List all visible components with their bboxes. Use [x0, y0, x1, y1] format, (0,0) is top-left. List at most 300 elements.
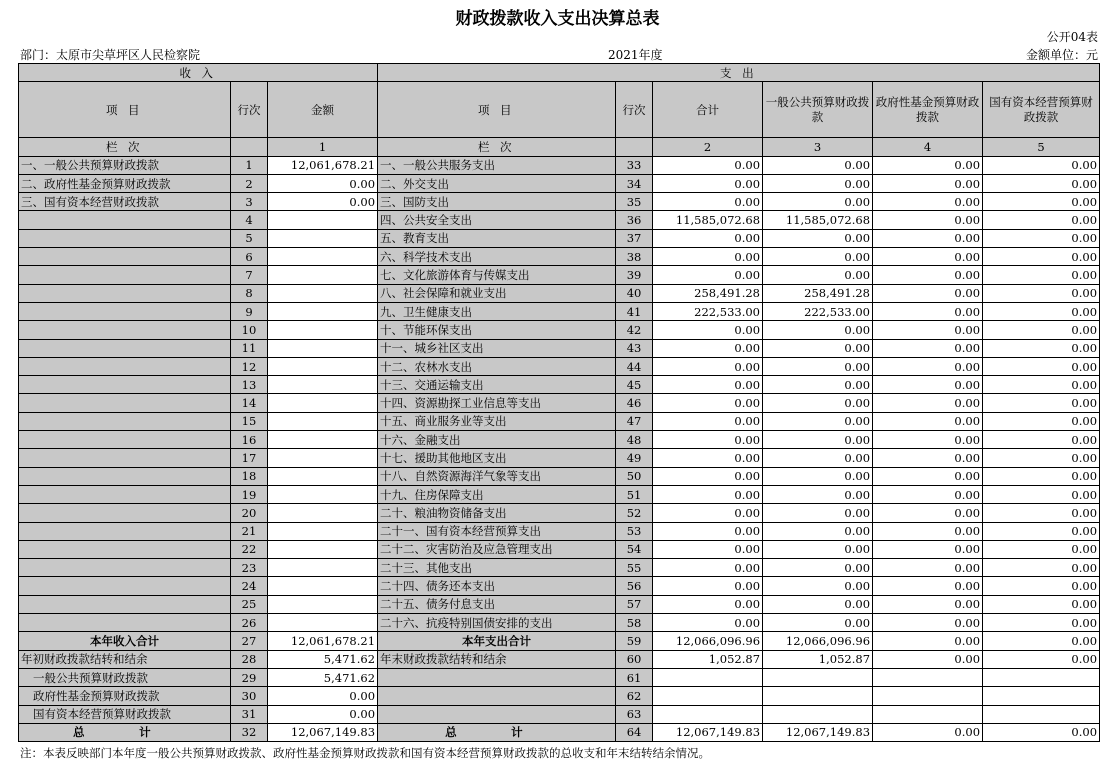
expense-general-cell: 0.00 [763, 376, 873, 394]
expense-state-cell: 0.00 [983, 193, 1100, 211]
expense-fund-cell: 0.00 [873, 156, 983, 174]
expense-line-cell: 39 [616, 266, 653, 284]
income-item-cell [19, 211, 231, 229]
general-budget-header: 一般公共预算财政拨款 [763, 82, 873, 138]
income-total-label: 本年收入合计 [19, 632, 231, 650]
expense-total-cell: 0.00 [653, 339, 763, 357]
expense-general-cell: 0.00 [763, 559, 873, 577]
expense-total-cell: 0.00 [653, 577, 763, 595]
expense-total-fund: 0.00 [873, 632, 983, 650]
income-line-cell: 23 [231, 559, 268, 577]
expense-total-cell: 0.00 [653, 504, 763, 522]
table-row [19, 248, 1100, 266]
expense-general-cell: 0.00 [763, 174, 873, 192]
table-row [19, 467, 1100, 485]
page-title: 财政拨款收入支出决算总表 [455, 9, 660, 29]
income-amount-cell [268, 339, 378, 357]
expense-line-cell: 49 [616, 449, 653, 467]
income-amount-cell [268, 229, 378, 247]
income-line-cell: 14 [231, 394, 268, 412]
expense-item-cell: 十三、交通运输支出 [378, 376, 616, 394]
empty-cell [378, 687, 616, 705]
income-item-header: 项 目 [19, 82, 231, 138]
income-item-cell [19, 467, 231, 485]
income-section-header: 收 入 [19, 64, 378, 82]
expense-general-cell: 11,585,072.68 [763, 211, 873, 229]
expense-item-cell: 九、卫生健康支出 [378, 302, 616, 320]
income-line-cell: 2 [231, 174, 268, 192]
expense-fund-cell: 0.00 [873, 248, 983, 266]
table-row [19, 449, 1100, 467]
expense-general-cell: 0.00 [763, 321, 873, 339]
income-sub2-label: 政府性基金预算财政拨款 [19, 687, 231, 705]
empty-cell [653, 687, 763, 705]
carryover-sub-row [19, 668, 1100, 686]
empty-cell [616, 138, 653, 156]
expense-item-cell: 六、科学技术支出 [378, 248, 616, 266]
table-row [19, 266, 1100, 284]
expense-total-cell: 0.00 [653, 449, 763, 467]
table-row [19, 485, 1100, 503]
col-index-5: 5 [983, 138, 1100, 156]
income-line-header: 行次 [231, 82, 268, 138]
expense-fund-cell: 0.00 [873, 302, 983, 320]
income-carry-label: 年初财政拨款结转和结余 [19, 650, 231, 668]
income-item-cell [19, 522, 231, 540]
unit-label: 金额单位：元 [1025, 48, 1098, 62]
expense-line-cell: 48 [616, 431, 653, 449]
table-row [19, 284, 1100, 302]
expense-item-cell: 二十五、债务付息支出 [378, 595, 616, 613]
expense-general-cell: 0.00 [763, 614, 873, 632]
empty-cell [983, 687, 1100, 705]
income-amount-cell [268, 412, 378, 430]
income-amount-cell [268, 449, 378, 467]
income-total-amount: 12,061,678.21 [268, 632, 378, 650]
expense-total-cell: 0.00 [653, 522, 763, 540]
income-line-cell: 3 [231, 193, 268, 211]
income-amount-cell [268, 467, 378, 485]
expense-item-cell: 七、文化旅游体育与传媒支出 [378, 266, 616, 284]
expense-grand-general: 12,067,149.83 [763, 723, 873, 741]
form-code: 公开04表 [1046, 30, 1098, 44]
expense-grand-state: 0.00 [983, 723, 1100, 741]
expense-carry-state: 0.00 [983, 650, 1100, 668]
income-line-cell: 26 [231, 614, 268, 632]
expense-line-cell: 40 [616, 284, 653, 302]
expense-total-cell: 258,491.28 [653, 284, 763, 302]
expense-fund-cell: 0.00 [873, 211, 983, 229]
expense-carry-fund: 0.00 [873, 650, 983, 668]
column-header-row [19, 82, 1100, 138]
income-sub2-amount: 0.00 [268, 687, 378, 705]
expense-line-cell: 33 [616, 156, 653, 174]
expense-fund-cell: 0.00 [873, 504, 983, 522]
table-row [19, 211, 1100, 229]
income-line-cell: 13 [231, 376, 268, 394]
income-line-cell: 21 [231, 522, 268, 540]
income-item-cell [19, 229, 231, 247]
expense-line-cell: 36 [616, 211, 653, 229]
expense-general-cell: 0.00 [763, 467, 873, 485]
income-amount-header: 金额 [268, 82, 378, 138]
expense-line-cell: 51 [616, 485, 653, 503]
income-item-cell [19, 248, 231, 266]
income-line-cell: 18 [231, 467, 268, 485]
expense-line-header: 行次 [616, 82, 653, 138]
expense-line-cell: 47 [616, 412, 653, 430]
income-line-cell: 15 [231, 412, 268, 430]
expense-total-cell: 0.00 [653, 229, 763, 247]
expense-total-cell: 0.00 [653, 431, 763, 449]
footnote: 注：本表反映部门本年度一般公共预算财政拨款、政府性基金预算财政拨款和国有资本经营预算财政拨款的总收支和年末结转结余情况。 [20, 746, 710, 760]
income-item-cell [19, 284, 231, 302]
expense-state-cell: 0.00 [983, 321, 1100, 339]
expense-line-cell: 45 [616, 376, 653, 394]
income-amount-cell [268, 394, 378, 412]
expense-total-cell: 0.00 [653, 595, 763, 613]
expense-total-cell: 222,533.00 [653, 302, 763, 320]
expense-line-cell: 50 [616, 467, 653, 485]
income-item-cell [19, 302, 231, 320]
income-item-cell [19, 540, 231, 558]
income-item-cell [19, 376, 231, 394]
table-row [19, 614, 1100, 632]
expense-state-cell: 0.00 [983, 248, 1100, 266]
expense-grand-fund: 0.00 [873, 723, 983, 741]
empty-cell [873, 668, 983, 686]
budget-table [18, 63, 1100, 742]
income-amount-cell: 0.00 [268, 174, 378, 192]
table-row [19, 229, 1100, 247]
income-line-cell: 5 [231, 229, 268, 247]
table-row [19, 339, 1100, 357]
income-item-cell [19, 595, 231, 613]
expense-general-cell: 0.00 [763, 357, 873, 375]
expense-state-cell: 0.00 [983, 174, 1100, 192]
expense-item-cell: 二十三、其他支出 [378, 559, 616, 577]
income-amount-cell [268, 485, 378, 503]
income-amount-cell [268, 540, 378, 558]
income-sub1-amount: 5,471.62 [268, 668, 378, 686]
empty-cell [653, 668, 763, 686]
income-item-cell [19, 321, 231, 339]
expense-state-cell: 0.00 [983, 540, 1100, 558]
expense-carry-general: 1,052.87 [763, 650, 873, 668]
expense-general-cell: 0.00 [763, 431, 873, 449]
expense-carry-total: 1,052.87 [653, 650, 763, 668]
expense-state-cell: 0.00 [983, 229, 1100, 247]
income-line-cell: 16 [231, 431, 268, 449]
table-row [19, 412, 1100, 430]
income-amount-cell [268, 211, 378, 229]
expense-item-cell: 十九、住房保障支出 [378, 485, 616, 503]
income-item-cell [19, 449, 231, 467]
expense-line-cell: 41 [616, 302, 653, 320]
carryover-sub-row [19, 687, 1100, 705]
income-sub1-label: 一般公共预算财政拨款 [19, 668, 231, 686]
income-line-cell: 24 [231, 577, 268, 595]
expense-general-cell: 0.00 [763, 229, 873, 247]
expense-total-cell: 0.00 [653, 248, 763, 266]
expense-total-line: 59 [616, 632, 653, 650]
income-grand-amount: 12,067,149.83 [268, 723, 378, 741]
empty-cell [983, 668, 1100, 686]
expense-line-cell: 53 [616, 522, 653, 540]
expense-fund-cell: 0.00 [873, 193, 983, 211]
table-row [19, 540, 1100, 558]
table-row [19, 595, 1100, 613]
expense-fund-cell: 0.00 [873, 284, 983, 302]
expense-line-cell: 38 [616, 248, 653, 266]
expense-fund-cell: 0.00 [873, 394, 983, 412]
income-line-cell: 10 [231, 321, 268, 339]
department-label: 部门：太原市尖草坪区人民检察院 [20, 48, 201, 62]
expense-grand-line: 64 [616, 723, 653, 741]
empty-cell [378, 705, 616, 723]
expense-state-cell: 0.00 [983, 339, 1100, 357]
expense-total-cell: 0.00 [653, 357, 763, 375]
table-row [19, 559, 1100, 577]
expense-state-cell: 0.00 [983, 412, 1100, 430]
total-header: 合计 [653, 82, 763, 138]
expense-item-cell: 十五、商业服务业等支出 [378, 412, 616, 430]
income-amount-cell [268, 321, 378, 339]
expense-state-cell: 0.00 [983, 577, 1100, 595]
income-item-cell [19, 266, 231, 284]
expense-line-cell: 37 [616, 229, 653, 247]
income-item-cell [19, 504, 231, 522]
expense-fund-cell: 0.00 [873, 485, 983, 503]
empty-cell [873, 705, 983, 723]
income-sub3-line: 31 [231, 705, 268, 723]
expense-line-62: 62 [616, 687, 653, 705]
income-amount-cell [268, 559, 378, 577]
expense-total-cell: 0.00 [653, 394, 763, 412]
expense-general-cell: 0.00 [763, 540, 873, 558]
income-sub3-amount: 0.00 [268, 705, 378, 723]
empty-cell [763, 687, 873, 705]
expense-state-cell: 0.00 [983, 284, 1100, 302]
expense-general-cell: 0.00 [763, 412, 873, 430]
expense-line-cell: 34 [616, 174, 653, 192]
income-item-cell [19, 394, 231, 412]
expense-item-cell: 二十六、抗疫特别国债安排的支出 [378, 614, 616, 632]
expense-carry-line: 60 [616, 650, 653, 668]
expense-general-cell: 0.00 [763, 248, 873, 266]
expense-total-cell: 0.00 [653, 485, 763, 503]
income-amount-cell [268, 248, 378, 266]
table-row [19, 376, 1100, 394]
expense-total-cell: 0.00 [653, 540, 763, 558]
expense-item-header: 项 目 [378, 82, 616, 138]
fund-budget-header: 政府性基金预算财政拨款 [873, 82, 983, 138]
expense-item-cell: 十二、农林水支出 [378, 357, 616, 375]
carryover-row [19, 650, 1100, 668]
expense-state-cell: 0.00 [983, 614, 1100, 632]
empty-cell [873, 687, 983, 705]
income-line-cell: 1 [231, 156, 268, 174]
expense-general-cell: 0.00 [763, 394, 873, 412]
expense-fund-cell: 0.00 [873, 540, 983, 558]
expense-item-cell: 二十四、债务还本支出 [378, 577, 616, 595]
expense-line-cell: 42 [616, 321, 653, 339]
col-index-2: 2 [653, 138, 763, 156]
expense-total-cell: 0.00 [653, 321, 763, 339]
expense-total-cell: 0.00 [653, 412, 763, 430]
income-item-cell [19, 357, 231, 375]
income-total-line: 27 [231, 632, 268, 650]
expense-total-cell: 0.00 [653, 156, 763, 174]
expense-item-cell: 一、一般公共服务支出 [378, 156, 616, 174]
expense-total-label: 本年支出合计 [378, 632, 616, 650]
expense-line-cell: 54 [616, 540, 653, 558]
income-line-cell: 11 [231, 339, 268, 357]
expense-fund-cell: 0.00 [873, 266, 983, 284]
table-row [19, 504, 1100, 522]
income-carry-line: 28 [231, 650, 268, 668]
expense-carry-label: 年末财政拨款结转和结余 [378, 650, 616, 668]
income-amount-cell: 0.00 [268, 193, 378, 211]
income-grand-line: 32 [231, 723, 268, 741]
income-amount-cell [268, 376, 378, 394]
expense-line-cell: 43 [616, 339, 653, 357]
expense-state-cell: 0.00 [983, 266, 1100, 284]
expense-fund-cell: 0.00 [873, 174, 983, 192]
income-item-cell [19, 559, 231, 577]
expense-line-cell: 57 [616, 595, 653, 613]
expense-state-cell: 0.00 [983, 467, 1100, 485]
income-grand-label: 总 计 [19, 723, 231, 741]
expense-item-cell: 十一、城乡社区支出 [378, 339, 616, 357]
expense-general-cell: 0.00 [763, 339, 873, 357]
expense-section-header: 支 出 [378, 64, 1100, 82]
income-amount-cell [268, 302, 378, 320]
expense-item-cell: 十八、自然资源海洋气象等支出 [378, 467, 616, 485]
table-row [19, 156, 1100, 174]
table-row [19, 577, 1100, 595]
expense-fund-cell: 0.00 [873, 357, 983, 375]
income-sub3-label: 国有资本经营预算财政拨款 [19, 705, 231, 723]
expense-total-cell: 0.00 [653, 193, 763, 211]
expense-line-cell: 55 [616, 559, 653, 577]
expense-line-cell: 46 [616, 394, 653, 412]
income-line-cell: 22 [231, 540, 268, 558]
income-line-cell: 20 [231, 504, 268, 522]
year-label: 2021年度 [608, 48, 663, 62]
income-line-cell: 17 [231, 449, 268, 467]
income-item-cell [19, 339, 231, 357]
expense-col-label: 栏 次 [378, 138, 616, 156]
income-carry-amount: 5,471.62 [268, 650, 378, 668]
expense-item-cell: 二十、粮油物资储备支出 [378, 504, 616, 522]
table-row [19, 394, 1100, 412]
expense-state-cell: 0.00 [983, 376, 1100, 394]
expense-general-cell: 0.00 [763, 577, 873, 595]
expense-general-cell: 0.00 [763, 193, 873, 211]
expense-fund-cell: 0.00 [873, 431, 983, 449]
expense-fund-cell: 0.00 [873, 229, 983, 247]
table-row [19, 522, 1100, 540]
expense-general-cell: 258,491.28 [763, 284, 873, 302]
expense-item-cell: 三、国防支出 [378, 193, 616, 211]
col-index-1: 1 [268, 138, 378, 156]
expense-state-cell: 0.00 [983, 357, 1100, 375]
empty-cell [231, 138, 268, 156]
col-index-3: 3 [763, 138, 873, 156]
table-row [19, 321, 1100, 339]
income-item-cell [19, 485, 231, 503]
income-line-cell: 4 [231, 211, 268, 229]
expense-state-cell: 0.00 [983, 302, 1100, 320]
expense-state-cell: 0.00 [983, 485, 1100, 503]
income-item-cell [19, 577, 231, 595]
expense-line-cell: 56 [616, 577, 653, 595]
expense-item-cell: 八、社会保障和就业支出 [378, 284, 616, 302]
income-line-cell: 7 [231, 266, 268, 284]
expense-fund-cell: 0.00 [873, 522, 983, 540]
expense-total-state: 0.00 [983, 632, 1100, 650]
income-amount-cell [268, 504, 378, 522]
expense-state-cell: 0.00 [983, 394, 1100, 412]
empty-cell [983, 705, 1100, 723]
income-line-cell: 25 [231, 595, 268, 613]
expense-line-cell: 44 [616, 357, 653, 375]
expense-item-cell: 二、外交支出 [378, 174, 616, 192]
income-amount-cell [268, 595, 378, 613]
income-sub2-line: 30 [231, 687, 268, 705]
expense-general-cell: 0.00 [763, 504, 873, 522]
expense-total-cell: 0.00 [653, 376, 763, 394]
empty-cell [378, 668, 616, 686]
expense-state-cell: 0.00 [983, 449, 1100, 467]
expense-total-cell: 0.00 [653, 174, 763, 192]
empty-cell [653, 705, 763, 723]
expense-line-cell: 52 [616, 504, 653, 522]
income-item-cell [19, 614, 231, 632]
income-item-cell [19, 431, 231, 449]
expense-general-cell: 0.00 [763, 156, 873, 174]
table-row [19, 431, 1100, 449]
section-header-row [19, 64, 1100, 82]
expense-item-cell: 十、节能环保支出 [378, 321, 616, 339]
income-item-cell [19, 412, 231, 430]
expense-general-cell: 222,533.00 [763, 302, 873, 320]
expense-total-cell: 0.00 [653, 467, 763, 485]
expense-line-cell: 58 [616, 614, 653, 632]
column-index-row [19, 138, 1100, 156]
expense-state-cell: 0.00 [983, 211, 1100, 229]
grand-total-row [19, 723, 1100, 741]
empty-cell [763, 705, 873, 723]
expense-item-cell: 十七、援助其他地区支出 [378, 449, 616, 467]
state-capital-header: 国有资本经营预算财政拨款 [983, 82, 1100, 138]
expense-fund-cell: 0.00 [873, 412, 983, 430]
expense-item-cell: 十六、金融支出 [378, 431, 616, 449]
carryover-sub-row [19, 705, 1100, 723]
income-line-cell: 8 [231, 284, 268, 302]
expense-total-cell: 0.00 [653, 559, 763, 577]
income-amount-cell [268, 266, 378, 284]
income-amount-cell [268, 522, 378, 540]
expense-total-cell: 0.00 [653, 266, 763, 284]
income-amount-cell [268, 577, 378, 595]
expense-item-cell: 四、公共安全支出 [378, 211, 616, 229]
expense-state-cell: 0.00 [983, 559, 1100, 577]
expense-state-cell: 0.00 [983, 431, 1100, 449]
expense-fund-cell: 0.00 [873, 376, 983, 394]
col-index-4: 4 [873, 138, 983, 156]
